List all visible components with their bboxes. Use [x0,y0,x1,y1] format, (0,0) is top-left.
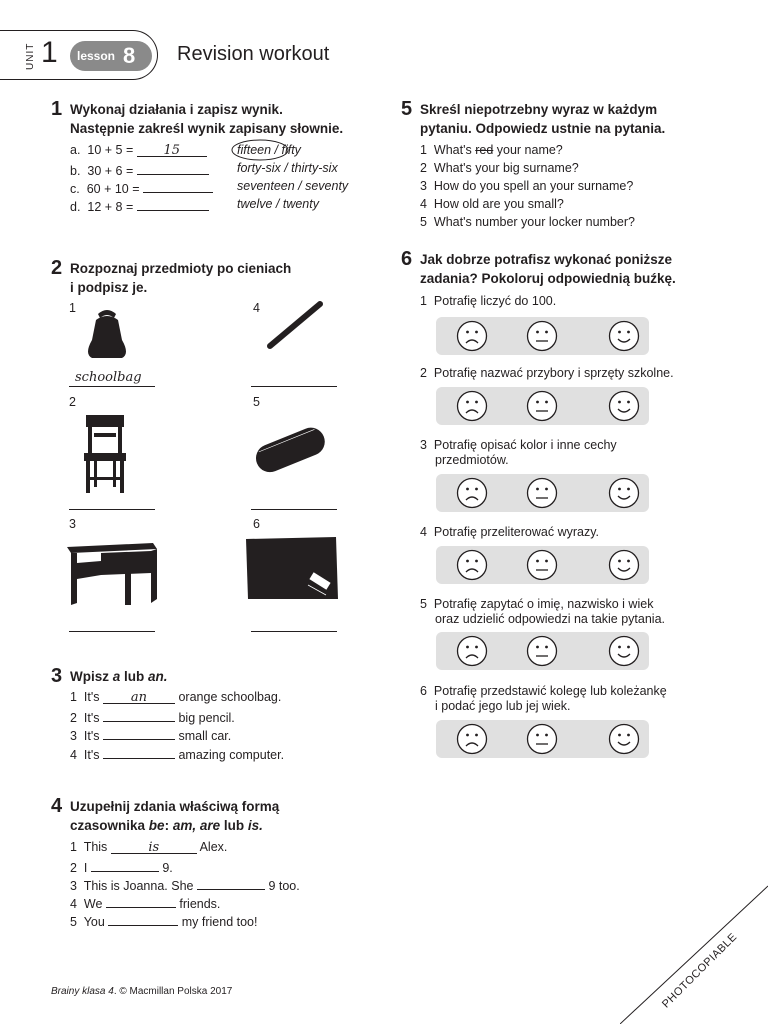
item-number: 5 [70,915,77,929]
happy-face-icon[interactable] [608,320,640,352]
answer-blank[interactable] [197,876,265,890]
face-scale [436,387,649,425]
task4-item [70,912,257,929]
face-scale [436,546,649,584]
item-prefix: You [83,915,105,929]
title-part: be [148,818,165,833]
item-suffix: big pencil. [178,711,235,725]
item-suffix: orange schoolbag. [178,690,282,704]
task2-title [70,259,291,297]
statement-line1: Potrafię opisać kolor i inne cechy [433,438,617,452]
answer-blank[interactable] [108,912,178,926]
item-prefix: I [83,861,88,875]
task1-number: 1 [51,98,63,120]
question-text: What's [433,143,476,157]
item-prefix: We [83,897,103,911]
title-part: an. [148,669,168,684]
footer-copyright: . © Macmillan Polska 2017 [113,986,233,997]
item-letter: b. [70,164,81,178]
question-text[interactable]: What's your big surname? [433,161,579,175]
corner-divider [620,880,768,1024]
task6-statement [420,684,667,714]
statement-line1: Potrafię zapytać o imię, nazwisko i wiek [433,597,654,611]
pic-answer[interactable]: schoolbag [75,370,142,385]
neutral-face-icon[interactable] [526,635,558,667]
task2-title-line2: i podpisz je. [70,280,148,295]
page-title: Revision workout [177,43,330,65]
happy-face-icon[interactable] [608,390,640,422]
item-suffix: 9 too. [268,879,300,893]
item-suffix: Alex. [199,840,228,854]
happy-face-icon[interactable] [608,549,640,581]
task3-item [70,708,235,725]
sad-face-icon[interactable] [456,477,488,509]
pencil-case-icon [250,422,330,476]
answer-blank[interactable] [103,708,175,722]
title-part: a [112,669,121,684]
task1-item-b [70,161,209,178]
task3-item [70,690,281,704]
task1-item-a [70,143,207,157]
item-number: 3 [70,879,77,893]
item-number: 2 [70,861,77,875]
statement-line2: oraz udzielić odpowiedzi na takie pytania. [435,612,665,626]
sad-face-icon[interactable] [456,320,488,352]
pic-number: 6 [253,517,260,531]
item-number: 2 [420,366,427,380]
photocopiable-label: PHOTOCOPIABLE [660,930,740,1011]
item-number: 5 [420,215,427,229]
task5-title-line1: Skreśl niepotrzebny wyraz w każdym [420,102,658,117]
task6-statement [420,438,617,468]
question-text[interactable]: How old are you small? [433,197,564,211]
task6-title [420,250,676,288]
task4-title-line2 [70,816,279,835]
item-number: 3 [70,729,77,743]
item-number: 2 [420,161,427,175]
footer [51,986,232,997]
item-equation: 60 + 10 = [86,182,140,196]
task5-title-line2: pytaniu. Odpowiedz ustnie na pytania. [420,121,666,136]
board-icon [246,537,338,601]
schoolbag-icon [84,306,130,360]
task3-item [70,745,284,762]
item-prefix: It's [83,690,100,704]
answer-line[interactable] [69,386,155,387]
neutral-face-icon[interactable] [526,723,558,755]
lesson-badge [70,41,152,71]
item-number: 6 [420,684,427,698]
item-number: 3 [420,438,427,452]
item-equation: 30 + 6 = [87,164,134,178]
statement-line1: Potrafię liczyć do 100. [433,294,557,308]
statement-line1: Potrafię nazwać przybory i sprzęty szkolne. [433,366,674,380]
lesson-number: 8 [123,43,136,68]
answer-blank[interactable]: an [103,690,175,704]
task1-item-d [70,197,209,214]
task5-item [420,179,633,193]
item-suffix: my friend too! [181,915,258,929]
item-prefix: It's [83,711,100,725]
task5-number: 5 [401,98,413,120]
question-text[interactable]: What's number your locker number? [433,215,635,229]
sad-face-icon[interactable] [456,549,488,581]
title-part: lub [220,818,248,833]
task3-number: 3 [51,665,63,687]
circle-mark [230,138,290,162]
answer-blank[interactable]: 15 [137,143,207,157]
neutral-face-icon[interactable] [526,477,558,509]
answer-blank[interactable] [106,894,176,908]
task5-item [420,215,635,229]
face-scale [436,474,649,512]
face-scale [436,317,649,355]
question-text: your name? [493,143,563,157]
item-number: 4 [70,897,77,911]
pic-number: 3 [69,517,76,531]
answer-line[interactable] [251,386,337,387]
item-number: 2 [70,711,77,725]
happy-face-icon[interactable] [608,635,640,667]
task6-statement [420,525,599,540]
task3-item [70,726,231,743]
answer-blank[interactable] [103,726,175,740]
statement-line1: Potrafię przeliterować wyrazy. [433,525,600,539]
unit-number: 1 [41,36,58,69]
task6-number: 6 [401,248,413,270]
task4-item [70,876,300,893]
footer-book: Brainy klasa 4 [51,986,114,997]
answer-blank[interactable] [137,197,209,211]
happy-face-icon[interactable] [608,723,640,755]
task1-options-d[interactable]: twelve / twenty [237,197,319,211]
desk-icon [67,543,159,607]
face-scale [436,632,649,670]
item-letter: d. [70,200,81,214]
title-part: czasownika [70,818,149,833]
item-suffix: small car. [178,729,232,743]
neutral-face-icon[interactable] [526,390,558,422]
answer-blank[interactable] [91,858,159,872]
statement-line1: Potrafię przedstawić kolegę lub koleżankę [433,684,667,698]
pic-number: 2 [69,395,76,409]
lesson-label: lesson [77,49,116,63]
task1-title-line1: Wykonaj działania i zapisz wynik. [70,102,283,117]
task4-item [70,894,220,911]
answer-line[interactable] [251,509,337,510]
task4-title [70,797,279,835]
task4-title-line1: Uzupełnij zdania właściwą formą [70,799,280,814]
task1-options-c[interactable]: seventeen / seventy [237,179,349,193]
title-part: is. [247,818,263,833]
neutral-face-icon[interactable] [526,549,558,581]
task6-statement [420,597,665,627]
task4-item [70,840,227,854]
question-text[interactable]: How do you spell an your surname? [433,179,634,193]
task6-statement [420,366,674,381]
task1-title [70,100,343,138]
title-part: am, are [172,818,221,833]
task5-item [420,197,564,211]
item-number: 4 [420,197,427,211]
pic-number: 1 [69,301,76,315]
statement-line2: i podać jego lub jej wiek. [435,699,571,713]
item-prefix: This is Joanna. She [83,879,194,893]
item-letter: c. [70,182,80,196]
task1-title-line2: Następnie zakreśl wynik zapisany słownie. [70,121,344,136]
pic-number: 4 [253,301,260,315]
face-scale [436,720,649,758]
item-number: 1 [70,840,77,854]
task6-title-line2: zadania? Pokoloruj odpowiednią buźkę. [420,271,676,286]
pen-icon [266,298,326,350]
unit-label: UNIT [25,42,36,70]
item-equation: 10 + 5 = [87,143,134,157]
neutral-face-icon[interactable] [526,320,558,352]
chair-icon [82,415,128,493]
task3-title [70,667,168,686]
task1-item-c [70,179,213,196]
answer-blank[interactable] [103,745,175,759]
item-number: 5 [420,597,427,611]
task1-options-a[interactable]: fifteen / fifty [237,143,301,157]
answer-line[interactable] [251,631,337,632]
answer-blank[interactable]: is [111,840,197,854]
task2-number: 2 [51,257,63,279]
happy-face-icon[interactable] [608,477,640,509]
item-number: 4 [70,748,77,762]
answer-blank[interactable] [143,179,213,193]
item-equation: 12 + 8 = [87,200,134,214]
item-suffix: amazing computer. [178,748,285,762]
answer-blank[interactable] [137,161,209,175]
task5-title [420,100,665,138]
answer-line[interactable] [69,509,155,510]
item-prefix: It's [83,729,100,743]
sad-face-icon[interactable] [456,390,488,422]
task4-number: 4 [51,795,63,817]
title-part: : [164,818,173,833]
task2-title-line1: Rozpoznaj przedmioty po cieniach [70,261,292,276]
task5-item [420,143,563,157]
pic-number: 5 [253,395,260,409]
item-number: 1 [70,690,77,704]
task1-options-b[interactable]: forty-six / thirty-six [237,161,338,175]
task6-title-line1: Jak dobrze potrafisz wykonać poniższe [420,252,673,267]
struck-word[interactable]: red [475,143,494,157]
task5-item [420,161,579,175]
sad-face-icon[interactable] [456,723,488,755]
answer-line[interactable] [69,631,155,632]
statement-line2: przedmiotów. [435,453,509,467]
item-suffix: 9. [162,861,173,875]
item-number: 1 [420,294,427,308]
item-number: 1 [420,143,427,157]
item-suffix: friends. [179,897,221,911]
item-prefix: It's [83,748,100,762]
sad-face-icon[interactable] [456,635,488,667]
item-number: 3 [420,179,427,193]
item-prefix: This [83,840,108,854]
item-letter: a. [70,143,81,157]
title-part: Wpisz [70,669,113,684]
task4-item [70,858,173,875]
item-number: 4 [420,525,427,539]
title-part: lub [120,669,149,684]
task6-statement [420,294,556,309]
